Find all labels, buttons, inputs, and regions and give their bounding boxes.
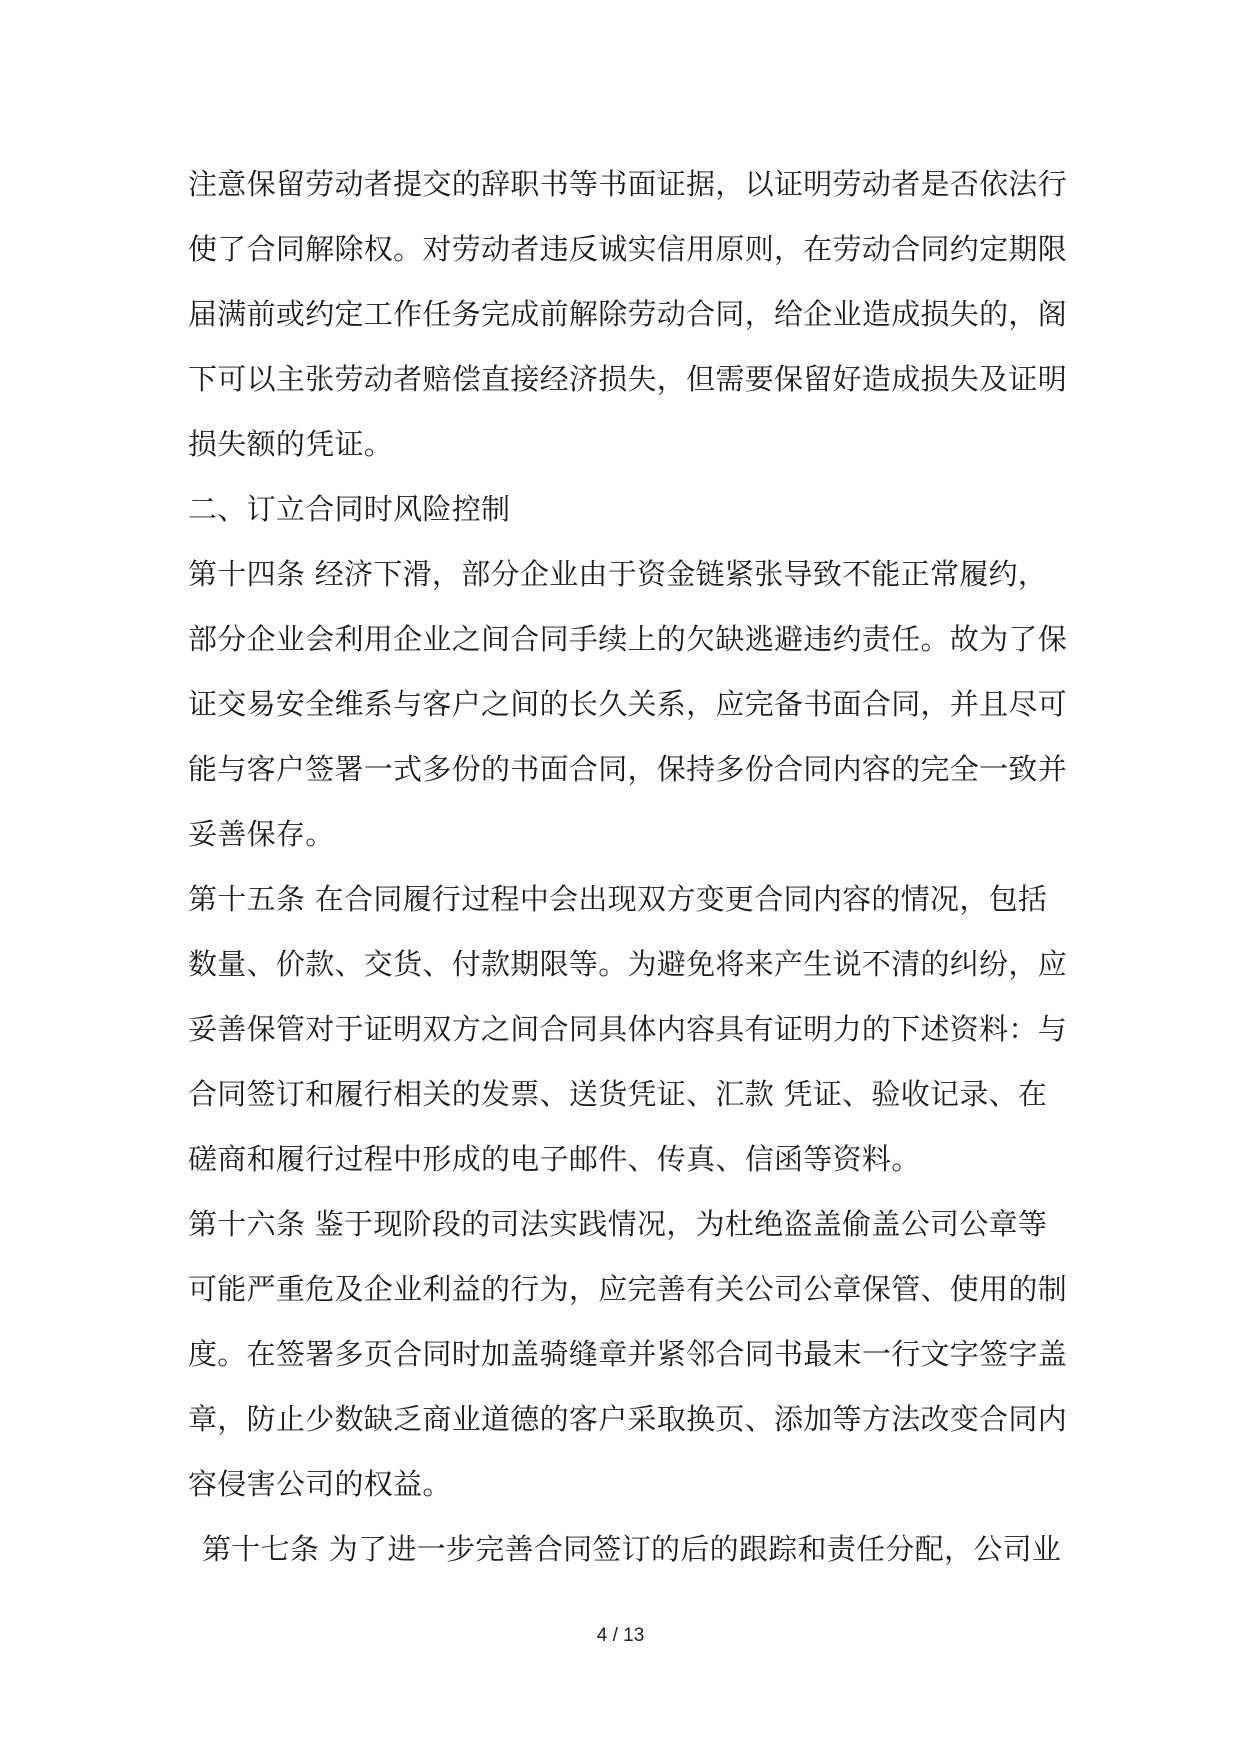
text-line: 使了合同解除权。对劳动者违反诚实信用原则，在劳动合同约定期限 [188, 232, 1068, 266]
page-number: 4 / 13 [596, 1625, 645, 1646]
text-line: 章，防止少数缺乏商业道德的客户采取换页、添加等方法改变合同内 [188, 1402, 1068, 1436]
text-line: 度。在签署多页合同时加盖骑缝章并紧邻合同书最末一行文字签字盖 [188, 1337, 1068, 1371]
text-line: 损失额的凭证。 [188, 427, 394, 461]
text-line: 合同签订和履行相关的发票、送货凭证、汇款 凭证、验收记录、在 [188, 1077, 1048, 1111]
article-14-line: 第十四条 经济下滑，部分企业由于资金链紧张导致不能正常履约， [188, 557, 1048, 591]
text-line: 妥善保存。 [188, 817, 335, 851]
article-17-line: 第十七条 为了进一步完善合同签订的后的跟踪和责任分配，公司业 [202, 1532, 1062, 1566]
text-line: 能与客户签署一式多份的书面合同，保持多份合同内容的完全一致并 [188, 752, 1068, 786]
article-15-line: 第十五条 在合同履行过程中会出现双方变更合同内容的情况，包括 [188, 882, 1048, 916]
text-line: 证交易安全维系与客户之间的长久关系，应完备书面合同，并且尽可 [188, 687, 1068, 721]
text-line: 部分企业会利用企业之间合同手续上的欠缺逃避违约责任。故为了保 [188, 622, 1068, 656]
text-line: 妥善保管对于证明双方之间合同具体内容具有证明力的下述资料：与 [188, 1012, 1068, 1046]
text-line: 下可以主张劳动者赔偿直接经济损失，但需要保留好造成损失及证明 [188, 362, 1068, 396]
section-heading: 二、订立合同时风险控制 [188, 492, 511, 526]
text-line: 届满前或约定工作任务完成前解除劳动合同，给企业造成损失的，阁 [188, 297, 1068, 331]
text-line: 磋商和履行过程中形成的电子邮件、传真、信函等资料。 [188, 1142, 921, 1176]
text-line: 注意保留劳动者提交的辞职书等书面证据，以证明劳动者是否依法行 [188, 167, 1068, 201]
text-line: 数量、价款、交货、付款期限等。为避免将来产生说不清的纠纷，应 [188, 947, 1068, 981]
article-16-line: 第十六条 鉴于现阶段的司法实践情况，为杜绝盗盖偷盖公司公章等 [188, 1207, 1048, 1241]
text-line: 可能严重危及企业利益的行为，应完善有关公司公章保管、使用的制 [188, 1272, 1068, 1306]
document-body [188, 152, 1068, 1582]
text-line: 容侵害公司的权益。 [188, 1467, 452, 1501]
